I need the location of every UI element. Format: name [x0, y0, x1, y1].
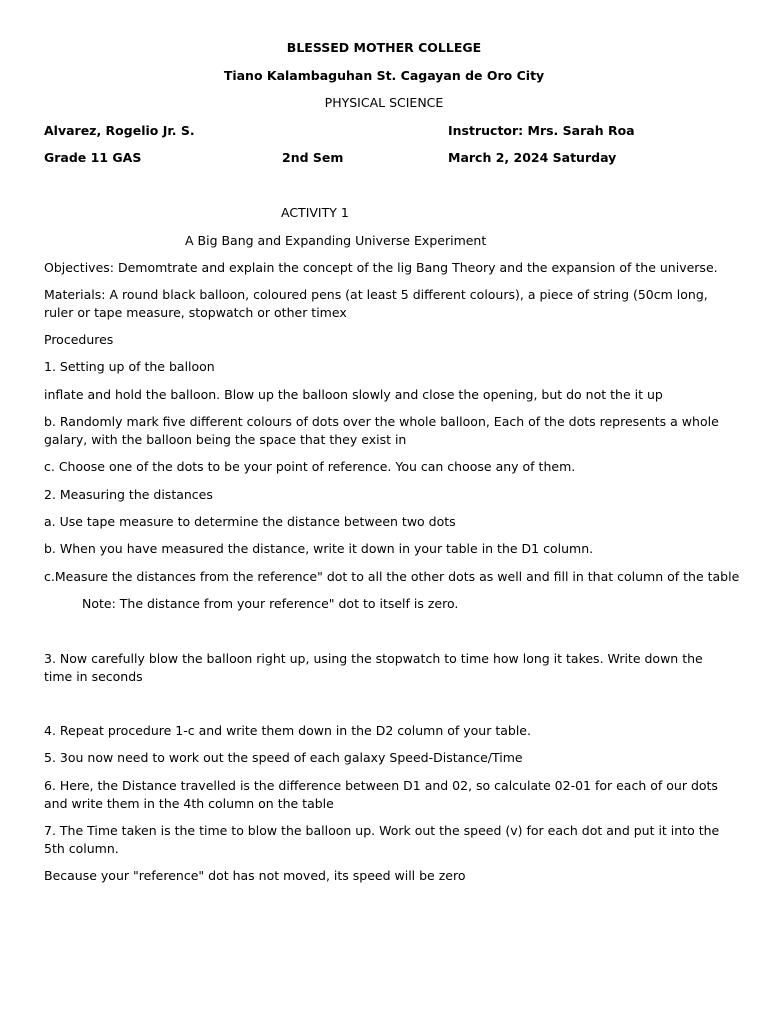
- student-name: Alvarez, Rogelio Jr. S.: [44, 123, 195, 138]
- step-2a: a. Use tape measure to determine the distance between two dots: [44, 514, 456, 529]
- step-1a: inflate and hold the balloon. Blow up the balloon slowly and close the opening, but do not the it up: [44, 387, 663, 402]
- date: March 2, 2024 Saturday: [448, 150, 617, 165]
- step-4: 4. Repeat procedure 1-c and write them down in the D2 column of your table.: [44, 723, 531, 738]
- semester: 2nd Sem: [282, 150, 344, 165]
- step-1b: b. Randomly mark five different colours of dots over the whole balloon, Each of the dots represents a whole galary, with the balloon being the space that they exist in: [44, 414, 719, 447]
- school-address: Tiano Kalambaguhan St. Cagayan de Oro City: [223, 68, 545, 83]
- grade-level: Grade 11 GAS: [44, 150, 142, 165]
- note: Note: The distance from your reference" dot to itself is zero.: [82, 596, 459, 611]
- step-1c: c. Choose one of the dots to be your point of reference. You can choose any of them.: [44, 459, 576, 474]
- materials: Materials: A round black balloon, coloured pens (at least 5 different colours), a piece of string (50cm long, ruler or tape measure, stopwatch or other timex: [44, 287, 708, 320]
- step-6: 6. Here, the Distance travelled is the difference between D1 and 02, so calculate 02-01 for each of our dots and write them in the 4th column on the table: [44, 778, 718, 811]
- step-2c: c.Measure the distances from the reference" dot to all the other dots as well and fill in that column of the table: [44, 569, 740, 584]
- procedures-heading: Procedures: [44, 332, 114, 347]
- activity-number: ACTIVITY 1: [281, 205, 349, 220]
- instructor: Instructor: Mrs. Sarah Roa: [448, 123, 635, 138]
- subject-title: PHYSICAL SCIENCE: [324, 95, 444, 110]
- objectives: Objectives: Demomtrate and explain the concept of the lig Bang Theory and the expansion of the universe.: [44, 260, 718, 275]
- step-7: 7. The Time taken is the time to blow the balloon up. Work out the speed (v) for each dot and put it into the 5th column.: [44, 823, 720, 856]
- step-2b: b. When you have measured the distance, write it down in your table in the D1 column.: [44, 541, 594, 556]
- step-2: 2. Measuring the distances: [44, 487, 213, 502]
- closing-note: Because your "reference" dot has not moved, its speed will be zero: [44, 868, 466, 883]
- school-name: BLESSED MOTHER COLLEGE: [286, 40, 482, 55]
- step-5: 5. 3ou now need to work out the speed of each galaxy Speed-Distance/Time: [44, 750, 523, 765]
- activity-title: A Big Bang and Expanding Universe Experiment: [185, 233, 487, 248]
- step-1: 1. Setting up of the balloon: [44, 359, 215, 374]
- step-3: 3. Now carefully blow the balloon right up, using the stopwatch to time how long it takes. Write down the time in seconds: [44, 651, 703, 684]
